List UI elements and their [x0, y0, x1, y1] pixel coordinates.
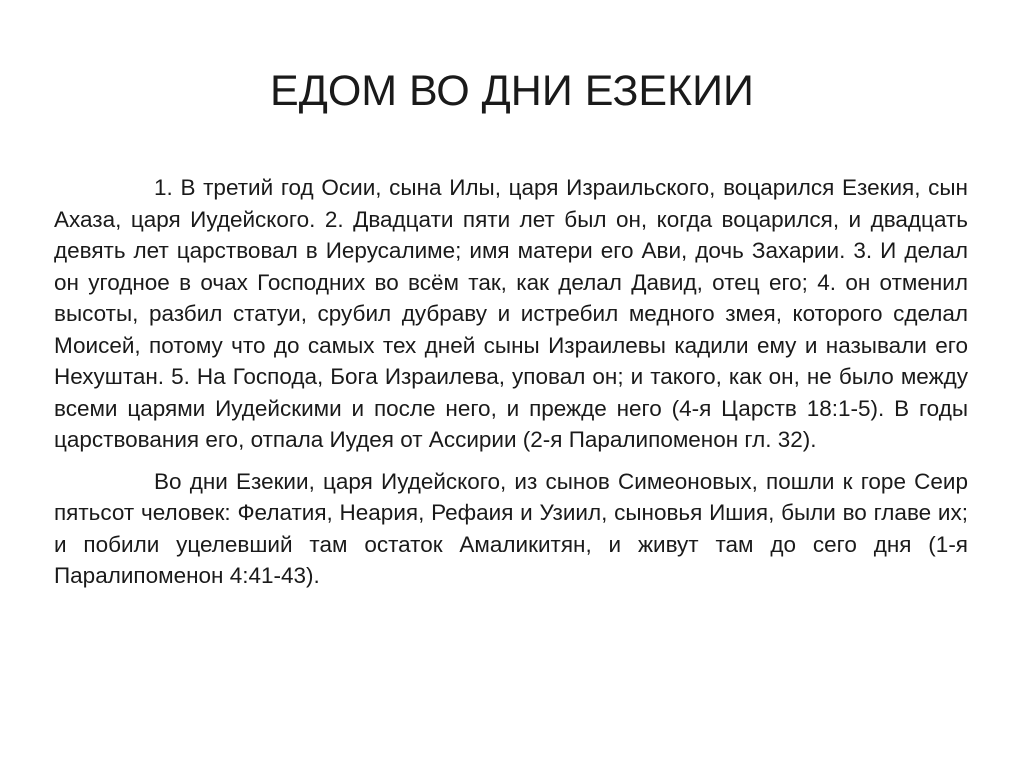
body-paragraph-1: 1. В третий год Осии, сына Илы, царя Израильского, воцарился Езекия, сын Ахаза, царя Иудейского. 2. Двадцати пяти лет был он, когда воцарился, и двадцать девять лет царствовал в Иерусалиме; имя матери его Ави, дочь Захарии. 3. И делал он угодное в очах Господних во всём так, как делал Давид, отец его; 4. он отменил высоты, разбил статуи, срубил дубраву и истребил медного змея, которого сделал Моисей, потому что до самых тех дней сыны Израилевы кадили ему и называли его Нехуштан. 5. На Господа, Бога Израилева, уповал он; и такого, как он, не было между всеми царями Иудейскими и после него, и прежде него (4-я Царств 18:1-5). В годы царствования его, отпала Иудея от Ассирии (2-я Паралипоменон гл. 32). — [54, 175, 968, 452]
slide-title: ЕДОМ ВО ДНИ ЕЗЕКИИ — [270, 67, 754, 115]
slide-body — [54, 172, 968, 602]
body-paragraph-2: Во дни Езекии, царя Иудейского, из сынов Симеоновых, пошли к горе Сеир пятьсот человек: Фелатия, Неария, Рефаия и Узиил, сыновья Ишия, были во главе их; и побили уцелевший там остаток Амаликитян, и живут там до сего дня (1-я Паралипоменон 4:41-43). — [54, 468, 968, 588]
